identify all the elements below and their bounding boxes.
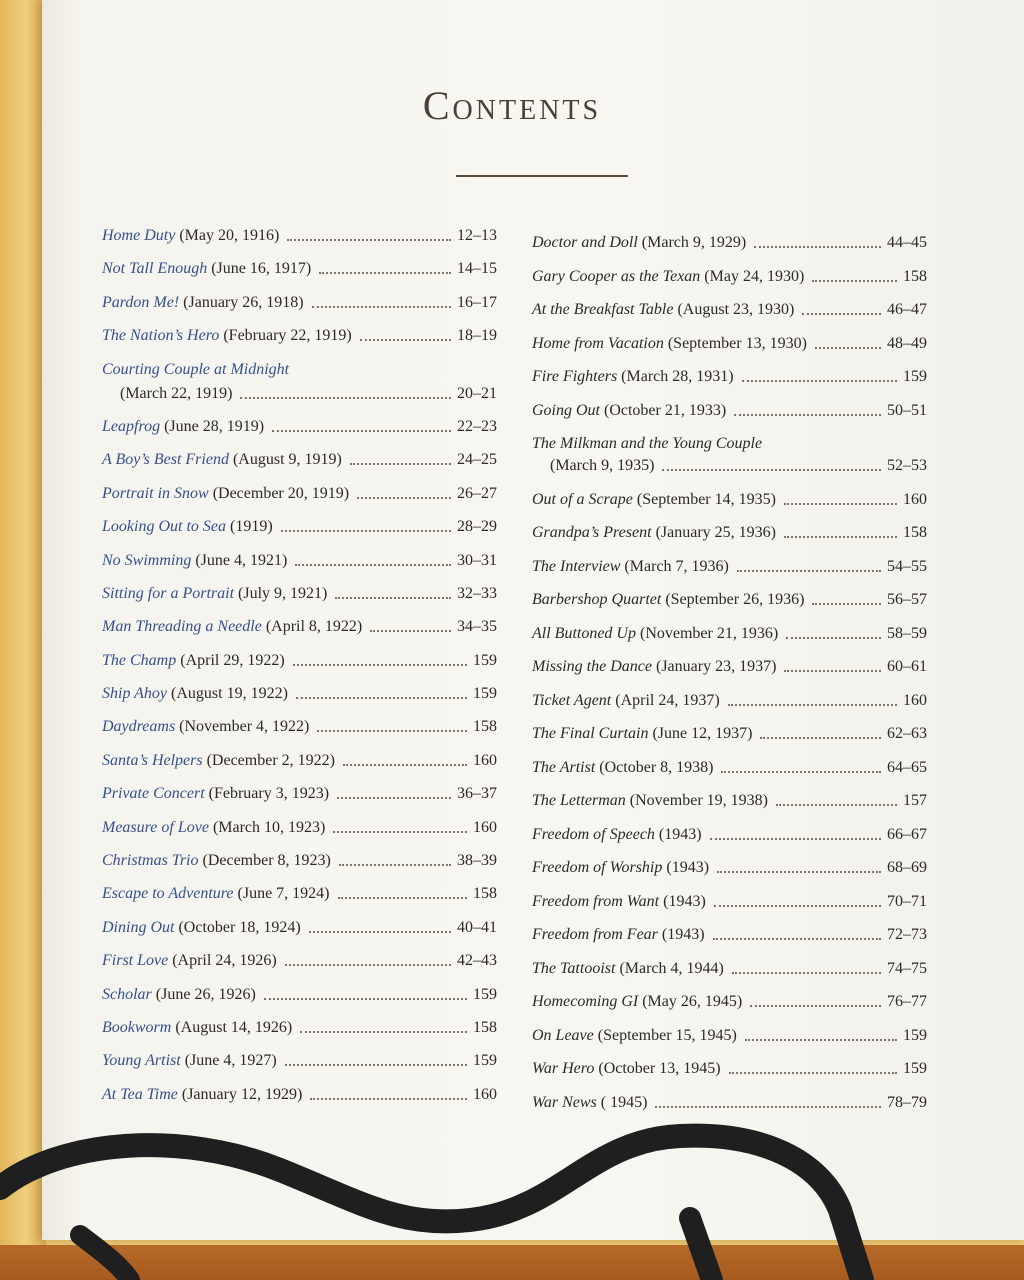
entry-title: A Boy’s Best Friend: [102, 451, 229, 469]
toc-entry: [102, 449, 497, 470]
toc-entry: [532, 522, 927, 543]
entry-date: (1943): [666, 859, 710, 876]
toc-entry: [532, 1058, 927, 1079]
dot-leader: [360, 339, 451, 341]
entry-title: Scholar: [102, 985, 152, 1003]
entry-title: Going Out: [532, 401, 600, 419]
dot-leader: [734, 414, 881, 416]
entry-date: (February 22, 1919): [223, 327, 352, 345]
page-title: Contents: [422, 83, 602, 128]
entry-pages: 70–71: [887, 892, 927, 910]
entry-pages: 26–27: [457, 484, 497, 502]
entry-date: (May 20, 1916): [179, 227, 280, 244]
entry-title: The Letterman: [532, 792, 626, 809]
entry-title: War News: [532, 1093, 597, 1111]
entry-date: (December 20, 1919): [212, 484, 350, 502]
title-rule: [456, 175, 628, 177]
dot-leader: [745, 1039, 897, 1041]
entry-date: (March 9, 1935): [550, 457, 655, 474]
entry-pages: 18–19: [457, 327, 497, 345]
toc-entry: [532, 589, 927, 610]
toc-entry: [532, 891, 927, 912]
entry-pages: 30–31: [457, 551, 497, 569]
entry-pages: 159: [903, 1060, 927, 1077]
entry-title: Leapfrog: [102, 417, 161, 435]
entry-pages: 68–69: [887, 859, 927, 876]
entry-date: (March 7, 1936): [624, 557, 729, 575]
dot-leader: [784, 670, 881, 672]
toc-entry: [102, 416, 497, 437]
toc-entry: [532, 924, 927, 945]
entry-date: (December 2, 1922): [206, 751, 335, 769]
dot-leader: [319, 272, 451, 274]
entry-title: The Champ: [102, 651, 177, 669]
entry-date: (May 24, 1930): [704, 267, 805, 285]
dot-leader: [737, 570, 881, 572]
toc-entry: [532, 656, 927, 677]
entry-title: At Tea Time: [102, 1085, 178, 1103]
entry-title: Santa’s Helpers: [102, 751, 203, 769]
dot-leader: [815, 347, 881, 349]
dot-leader: [285, 1064, 467, 1066]
toc-entry: [532, 623, 927, 644]
entry-title: Courting Couple at Midnight: [102, 360, 290, 378]
dot-leader: [357, 497, 451, 499]
entry-pages: 72–73: [887, 926, 927, 943]
entry-title: Not Tall Enough: [102, 260, 208, 278]
entry-title: Measure of Love: [102, 818, 209, 836]
dot-leader: [812, 603, 881, 605]
toc-entry: [102, 292, 497, 313]
entry-date: (March 9, 1929): [641, 234, 747, 251]
dot-leader: [713, 938, 881, 940]
entry-pages: 160: [473, 818, 497, 836]
toc-entry: [532, 366, 927, 387]
entry-date: (December 8, 1923): [202, 852, 331, 870]
entry-title: On Leave: [532, 1026, 594, 1044]
entry-title: Christmas Trio: [102, 852, 199, 870]
entry-pages: 48–49: [887, 334, 927, 352]
toc-entry: [532, 400, 927, 421]
entry-pages: 42–43: [457, 952, 497, 970]
entry-pages: 50–51: [887, 401, 927, 419]
toc-entry: [102, 917, 497, 938]
dot-leader: [296, 697, 467, 699]
entry-title: All Buttoned Up: [532, 624, 636, 642]
entry-title: The Final Curtain: [532, 725, 649, 742]
entry-pages: 160: [903, 691, 927, 709]
dot-leader: [750, 1005, 881, 1007]
entry-date: (March 4, 1944): [619, 959, 724, 977]
entry-pages: 24–25: [457, 451, 497, 469]
dot-leader: [812, 280, 897, 282]
entry-title: Bookworm: [102, 1018, 172, 1036]
dot-leader: [281, 530, 451, 532]
toc-entry: [102, 650, 497, 671]
entry-date: (June 4, 1927): [184, 1052, 277, 1070]
dot-leader: [717, 871, 881, 873]
entry-title: Sitting for a Portrait: [102, 584, 235, 602]
toc-entry: [102, 325, 497, 346]
entry-pages: 52–53: [887, 457, 927, 474]
dot-leader: [333, 831, 467, 833]
dot-leader: [714, 905, 881, 907]
entry-title: The Tattooist: [532, 959, 616, 977]
dot-leader: [264, 998, 467, 1000]
entry-pages: 12–13: [457, 227, 497, 244]
entry-pages: 16–17: [457, 293, 497, 311]
entry-pages: 62–63: [887, 725, 927, 742]
entry-title: The Nation’s Hero: [102, 327, 220, 345]
toc-entry: [532, 824, 927, 845]
toc-entry: [532, 757, 927, 778]
entry-pages: 78–79: [887, 1093, 927, 1111]
dot-leader: [784, 503, 897, 505]
entry-title: Daydreams: [102, 718, 176, 736]
book-cover-edge: [0, 0, 46, 1280]
entry-date: (October 21, 1933): [604, 401, 727, 419]
toc-entry: [102, 850, 497, 871]
entry-title: Freedom of Worship: [532, 859, 663, 876]
dot-leader: [754, 246, 881, 248]
entry-pages: 46–47: [887, 301, 927, 318]
dot-leader: [742, 380, 897, 382]
toc-entry: [102, 716, 497, 737]
entry-date: (August 19, 1922): [171, 685, 288, 703]
dot-leader: [350, 463, 451, 465]
toc-entry: [532, 857, 927, 878]
entry-pages: 159: [473, 1052, 497, 1070]
dot-leader: [370, 630, 451, 632]
book-stand: [0, 1100, 1024, 1280]
entry-title: Young Artist: [102, 1052, 181, 1070]
entry-date: (May 26, 1945): [642, 993, 743, 1010]
dot-leader: [300, 1031, 467, 1033]
toc-entry: [102, 258, 497, 279]
entry-pages: 159: [903, 1026, 927, 1044]
toc-entry: [532, 433, 927, 476]
dot-leader: [295, 564, 451, 566]
entry-title: Private Concert: [102, 785, 205, 803]
entry-title: Freedom from Want: [532, 892, 660, 910]
toc-entry: [532, 723, 927, 744]
entry-title: Home from Vacation: [532, 334, 664, 352]
entry-pages: 14–15: [457, 260, 497, 278]
toc-entry: [102, 683, 497, 704]
toc-entry: [532, 1025, 927, 1046]
entry-title: The Artist: [532, 758, 596, 776]
entry-title: Ship Ahoy: [102, 685, 168, 703]
entry-title: At the Breakfast Table: [532, 301, 674, 318]
dot-leader: [293, 664, 467, 666]
entry-title: Out of a Scrape: [532, 490, 633, 508]
entry-date: (June 7, 1924): [237, 885, 330, 903]
entry-pages: 54–55: [887, 557, 927, 575]
entry-date: (June 16, 1917): [211, 260, 312, 278]
entry-pages: 158: [903, 524, 927, 541]
toc-entry: [532, 958, 927, 979]
entry-date: (April 24, 1937): [615, 691, 720, 709]
entry-title: The Interview: [532, 557, 621, 575]
toc-entry: [102, 583, 497, 604]
entry-date: (October 13, 1945): [598, 1060, 721, 1077]
toc-entry: [102, 1050, 497, 1071]
toc-entry: [102, 817, 497, 838]
entry-pages: 38–39: [457, 852, 497, 870]
toc-entry: [102, 616, 497, 637]
toc-entry: [532, 991, 927, 1012]
dot-leader: [339, 864, 451, 866]
entry-pages: 160: [903, 490, 927, 508]
toc-entry: [532, 333, 927, 354]
dot-leader: [343, 764, 467, 766]
entry-title: Dining Out: [102, 918, 175, 936]
dot-leader: [317, 730, 467, 732]
entry-title: First Love: [102, 952, 169, 970]
toc-entry: [102, 1017, 497, 1038]
entry-date: (October 8, 1938): [599, 758, 714, 776]
dot-leader: [240, 397, 451, 399]
entry-title: Portrait in Snow: [102, 484, 209, 502]
entry-title: The Milkman and the Young Couple: [532, 435, 763, 452]
dot-leader: [732, 972, 881, 974]
entry-date: (January 25, 1936): [655, 524, 776, 541]
entry-title: Ticket Agent: [532, 691, 612, 709]
toc-entry: [102, 950, 497, 971]
entry-title: Man Threading a Needle: [102, 618, 262, 636]
entry-pages: 158: [473, 885, 497, 903]
entry-date: (September 26, 1936): [665, 591, 805, 608]
entry-date: (March 10, 1923): [212, 818, 326, 836]
entry-date: (January 23, 1937): [655, 658, 777, 675]
entry-date: (1919): [230, 518, 273, 536]
entry-title: Missing the Dance: [532, 658, 652, 675]
entry-pages: 20–21: [457, 384, 497, 402]
entry-date: (November 4, 1922): [179, 718, 310, 736]
entry-title: Barbershop Quartet: [532, 591, 662, 608]
toc-entry: [102, 516, 497, 537]
entry-title: Escape to Adventure: [102, 885, 234, 903]
entry-pages: 56–57: [887, 591, 927, 608]
entry-pages: 158: [903, 267, 927, 285]
toc-entry: [532, 266, 927, 287]
entry-title: Looking Out to Sea: [102, 518, 226, 536]
entry-pages: 159: [903, 368, 927, 385]
toc-entry: [532, 489, 927, 510]
dot-leader: [285, 964, 451, 966]
toc-entry: [532, 690, 927, 711]
toc-entry: [102, 483, 497, 504]
toc-entry: [102, 984, 497, 1005]
entry-date: (April 24, 1926): [172, 952, 277, 970]
dot-leader: [802, 313, 881, 315]
entry-pages: 44–45: [887, 234, 927, 251]
dot-leader: [312, 306, 451, 308]
entry-date: (June 4, 1921): [195, 551, 288, 569]
dot-leader: [728, 704, 897, 706]
entry-date: (1943): [658, 825, 702, 843]
entry-title: Freedom from Fear: [532, 926, 658, 943]
entry-pages: 158: [473, 718, 497, 736]
entry-date: (August 9, 1919): [232, 451, 342, 469]
toc-entry: [102, 783, 497, 804]
entry-date: (June 28, 1919): [164, 417, 265, 435]
entry-date: (March 28, 1931): [621, 368, 734, 385]
entry-pages: 158: [473, 1018, 497, 1036]
entry-title: Homecoming GI: [532, 993, 639, 1010]
entry-date: (November 21, 1936): [639, 624, 779, 642]
toc-entry: [102, 750, 497, 771]
dot-leader: [760, 737, 881, 739]
entry-date: (September 15, 1945): [597, 1026, 737, 1044]
entry-title: Fire Fighters: [532, 368, 618, 385]
toc-entry: [532, 232, 927, 253]
dot-leader: [272, 430, 451, 432]
entry-date: (August 23, 1930): [677, 301, 795, 318]
contents-column-right: [532, 232, 927, 1125]
entry-title: War Hero: [532, 1060, 595, 1077]
entry-date: (February 3, 1923): [208, 785, 330, 803]
entry-date: (April 29, 1922): [180, 651, 285, 669]
entry-pages: 160: [473, 1085, 497, 1103]
entry-pages: 34–35: [457, 618, 497, 636]
entry-title: Gary Cooper as the Texan: [532, 267, 701, 285]
entry-pages: 157: [903, 792, 927, 809]
entry-pages: 66–67: [887, 825, 927, 843]
entry-date: (June 26, 1926): [155, 985, 256, 1003]
entry-date: (November 19, 1938): [629, 792, 768, 809]
entry-date: (April 8, 1922): [265, 618, 363, 636]
toc-entry: [102, 225, 497, 246]
contents-column-left: [102, 225, 497, 1117]
entry-date: (September 14, 1935): [636, 490, 776, 508]
entry-title: Freedom of Speech: [532, 825, 655, 843]
entry-date: (July 9, 1921): [238, 584, 328, 602]
entry-date: (June 12, 1937): [652, 725, 753, 742]
dot-leader: [309, 931, 451, 933]
entry-title: Pardon Me!: [102, 293, 180, 311]
entry-pages: 76–77: [887, 993, 927, 1010]
entry-pages: 32–33: [457, 584, 497, 602]
entry-pages: 159: [473, 651, 497, 669]
entry-pages: 74–75: [887, 959, 927, 977]
entry-date: (September 13, 1930): [667, 334, 807, 352]
entry-date: ( 1945): [600, 1093, 648, 1111]
entry-pages: 28–29: [457, 518, 497, 536]
dot-leader: [710, 838, 881, 840]
entry-date: (1943): [663, 892, 706, 910]
entry-title: Grandpa’s Present: [532, 524, 652, 541]
toc-entry: [532, 790, 927, 811]
dot-leader: [776, 804, 897, 806]
dot-leader: [337, 797, 451, 799]
entry-date: (March 22, 1919): [120, 384, 233, 402]
entry-pages: 160: [473, 751, 497, 769]
entry-pages: 22–23: [457, 417, 497, 435]
dot-leader: [338, 897, 468, 899]
entry-pages: 58–59: [887, 624, 927, 642]
toc-entry: [532, 556, 927, 577]
toc-entry: [102, 550, 497, 571]
entry-pages: 159: [473, 685, 497, 703]
toc-entry: [102, 883, 497, 904]
entry-date: (October 18, 1924): [178, 918, 301, 936]
entry-date: (January 26, 1918): [183, 293, 304, 311]
entry-date: (January 12, 1929): [181, 1085, 303, 1103]
entry-pages: 159: [473, 985, 497, 1003]
toc-entry: [102, 359, 497, 404]
entry-pages: 64–65: [887, 758, 927, 776]
dot-leader: [784, 536, 897, 538]
entry-title: Doctor and Doll: [532, 234, 638, 251]
dot-leader: [786, 637, 881, 639]
entry-date: (August 14, 1926): [175, 1018, 293, 1036]
dot-leader: [662, 469, 881, 471]
entry-pages: 40–41: [457, 918, 497, 936]
entry-title: No Swimming: [102, 551, 192, 569]
entry-pages: 60–61: [887, 658, 927, 675]
entry-pages: 36–37: [457, 785, 497, 803]
toc-entry: [532, 299, 927, 320]
entry-title: Home Duty: [102, 227, 176, 244]
dot-leader: [729, 1072, 897, 1074]
entry-date: (1943): [661, 926, 705, 943]
dot-leader: [287, 239, 451, 241]
dot-leader: [721, 771, 881, 773]
dot-leader: [335, 597, 451, 599]
